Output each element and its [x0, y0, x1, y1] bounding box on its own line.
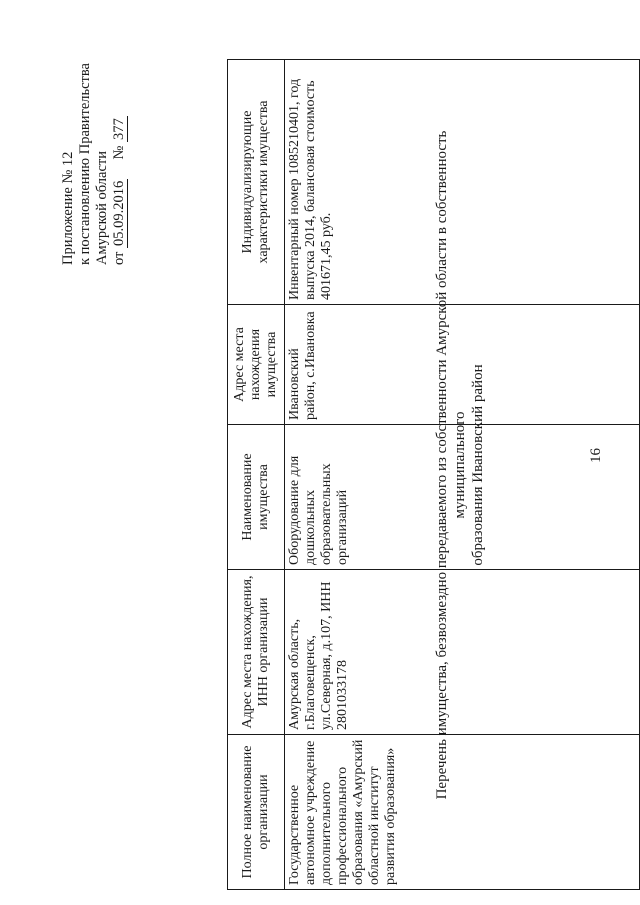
header-property-address: Адрес места нахождения имущества: [228, 305, 285, 425]
page-number: 16: [588, 448, 604, 463]
title-line2: образования Ивановский район: [470, 364, 486, 566]
property-table: [227, 59, 640, 890]
header-property-name: Наименование имущества: [228, 425, 285, 570]
cell-org-address: Амурская область, г.Благовещенск, ул.Северная, д.107, ИНН 2801033178: [285, 570, 640, 735]
appendix-date-line: [111, 5, 128, 265]
table-header-row: [228, 60, 285, 890]
date-prefix: от: [111, 251, 127, 265]
title-line1: Перечень имущества, безвозмездно передаваемого из собственности Амурской области в собственность муниципального: [434, 130, 468, 800]
cell-characteristics: Инвентарный номер 1085210401, год выпуска 2014, балансовая стоимость 401671,45 руб.: [285, 60, 640, 305]
header-org-address: Адрес места нахождения, ИНН организации: [228, 570, 285, 735]
table-row: [285, 60, 640, 890]
cell-org-name: Государственное автономное учреждение дополнительного профессионального образования «Амурский областной институт развития образования»: [285, 735, 640, 890]
appendix-line3: Амурской области: [94, 151, 110, 265]
cell-property-address: Ивановский район, с.Ивановка: [285, 305, 640, 425]
decree-number: 377: [111, 118, 127, 140]
header-org-name: Полное наименование организации: [228, 735, 285, 890]
appendix-line1: Приложение № 12: [60, 151, 76, 265]
decree-date: 05.09.2016: [111, 180, 127, 246]
cell-property-name: Оборудование для дошкольных образовательных организаций: [285, 425, 640, 570]
number-prefix: №: [111, 145, 127, 160]
appendix-line2: к постановлению Правительства: [77, 63, 93, 265]
appendix-header: [60, 5, 128, 265]
header-characteristics: Индивидуализирующие характеристики имущества: [228, 60, 285, 305]
